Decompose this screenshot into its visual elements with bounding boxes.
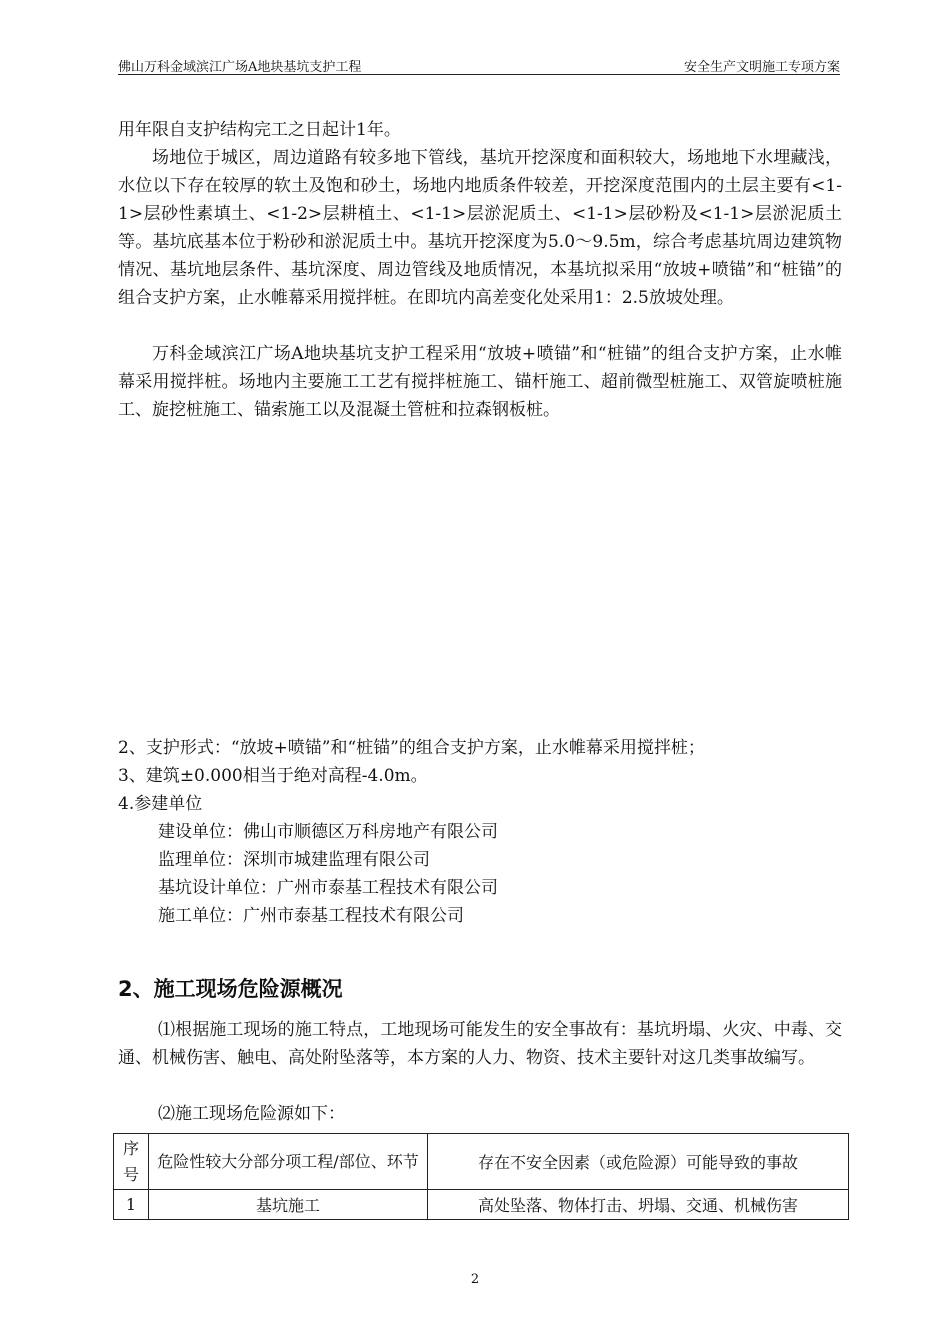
header-project-title: 佛山万科金域滨江广场A地块基坑支护工程 <box>118 60 362 75</box>
cell-index: 1 <box>114 1190 149 1220</box>
paragraph-site-conditions: 场地位于城区，周边道路有较多地下管线，基坑开挖深度和面积较大，场地地下水埋藏浅，水位以下存在较厚的软土及饱和砂土，场地内地质条件较差，开挖深度范围内的土层主要有<1-1>层砂性素填土、<1-2>层耕植土、<1-1>层淤泥质土、<1-1>层砂粉及<1-1>层淤泥质土等。基坑底基本位于粉砂和淤泥质土中。基坑开挖深度为5.0～9.5m，综合考虑基坑周边建筑物情况、基坑地层条件、基坑深度、周边管线及地质情况，本基坑拟采用“放坡+喷锚”和“桩锚”的组合支护方案，止水帷幕采用搅拌桩。在即坑内高差变化处采用1：2.5放坡处理。 <box>118 148 842 308</box>
item-participants: 4.参建单位 <box>118 794 203 814</box>
cell-work: 基坑施工 <box>149 1190 428 1220</box>
unit-owner: 建设单位：佛山市顺德区万科房地产有限公司 <box>158 822 498 842</box>
unit-contractor: 施工单位：广州市泰基工程技术有限公司 <box>158 906 464 926</box>
item-elevation: 3、建筑±0.000相当于绝对高程-4.0m。 <box>118 766 428 786</box>
header-cell-index: 序号 <box>114 1134 149 1190</box>
page-header <box>118 52 840 75</box>
item-support-form: 2、支护形式：“放坡+喷锚”和“桩锚”的组合支护方案，止水帷幕采用搅拌桩； <box>118 738 705 758</box>
section-heading: 2、施工现场危险源概况 <box>118 977 343 1001</box>
paragraph-service-life: 用年限自支护结构完工之日起计1年。 <box>118 120 401 140</box>
table-row <box>114 1190 849 1220</box>
paragraph-accident-types: ⑴根据施工现场的施工特点，工地现场可能发生的安全事故有：基坑坍塌、火灾、中毒、交通、机械伤害、触电、高处附坠落等，本方案的人力、物资、技术主要针对这几类事故编写。 <box>118 1020 842 1068</box>
paragraph-hazard-intro: ⑵施工现场危险源如下： <box>158 1104 345 1124</box>
header-cell-hazard: 存在不安全因素（或危险源）可能导致的事故 <box>428 1134 849 1190</box>
paragraph-construction-process: 万科金域滨江广场A地块基坑支护工程采用“放坡+喷锚”和“桩锚”的组合支护方案，止水帷幕采用搅拌桩。场地内主要施工工艺有搅拌桩施工、锚杆施工、超前微型桩施工、双管旋喷桩施工、旋挖桩施工、锚索施工以及混凝土管桩和拉森钢板桩。 <box>118 344 842 420</box>
hazard-table <box>113 1133 849 1220</box>
cell-hazard: 高处坠落、物体打击、坍塌、交通、机械伤害 <box>428 1190 849 1220</box>
table-header-row <box>114 1134 849 1190</box>
page-number: 2 <box>470 1272 480 1287</box>
header-cell-work: 危险性较大分部分项工程/部位、环节 <box>149 1134 428 1190</box>
unit-supervisor: 监理单位：深圳市城建监理有限公司 <box>158 850 430 870</box>
unit-designer: 基坑设计单位：广州市泰基工程技术有限公司 <box>158 878 498 898</box>
header-document-title: 安全生产文明施工专项方案 <box>683 60 840 75</box>
